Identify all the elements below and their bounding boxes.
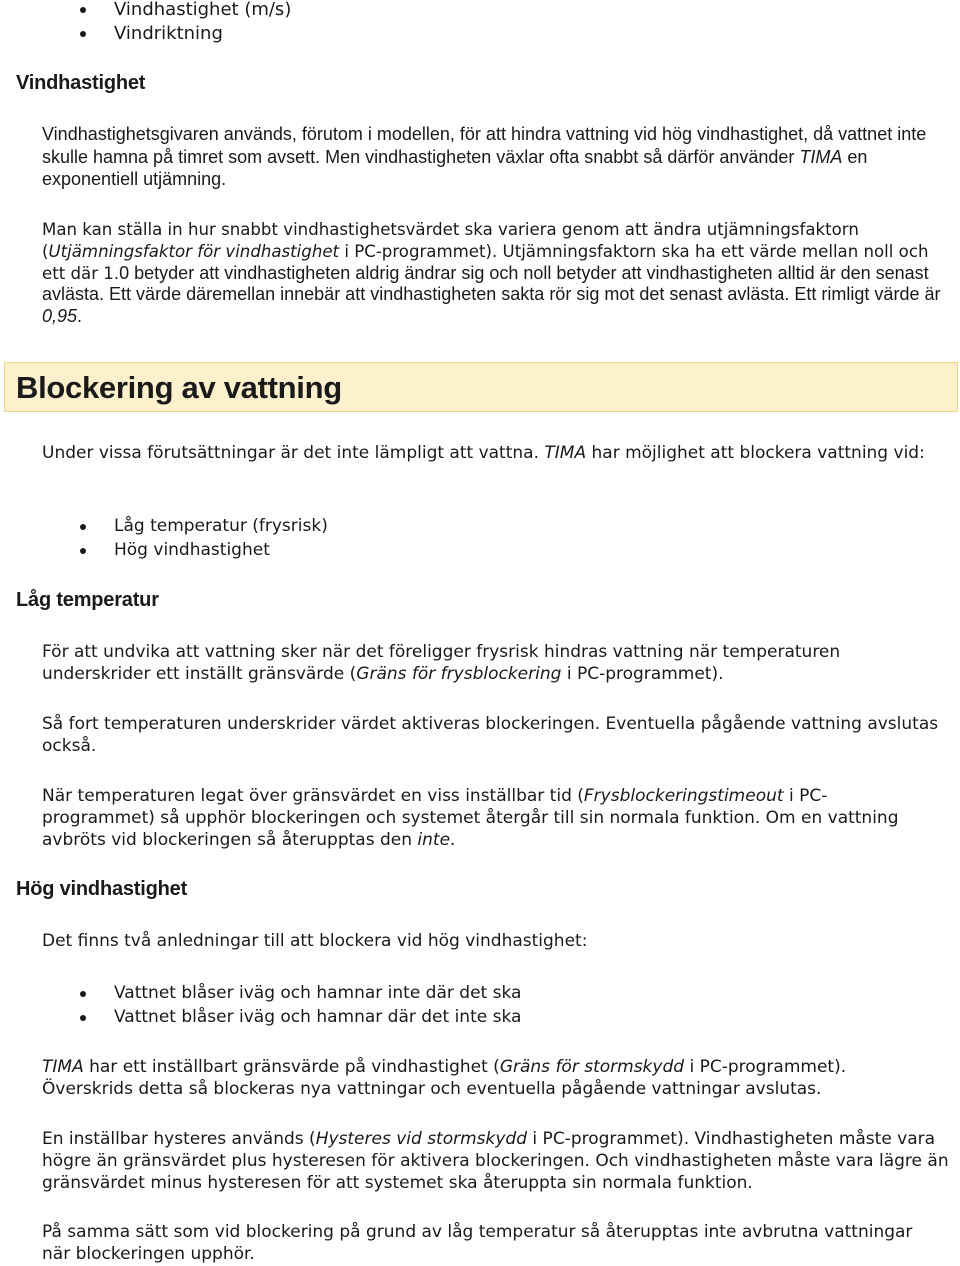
paragraph-text: När temperaturen legat över gränsvärdet en viss inställbar tid ( [42, 786, 584, 806]
section-banner [4, 362, 958, 412]
paragraph-text: i PC-programmet) så upphör blockeringen och systemet återgår till sin normala funktion. Om en vattning avbröts vid blockeringen så återupptas den [42, 786, 899, 850]
list-item: Låg temperatur (frysrisk) [42, 515, 328, 539]
paragraph-vindhastighet-2 [42, 219, 942, 328]
list-item: Vattnet blåser iväg och hamnar där det inte ska [42, 1006, 521, 1030]
paragraph-text: . [450, 830, 456, 850]
paragraph-text: Det finns två anledningar till att blockera vid hög vindhastighet: [42, 931, 588, 951]
sensor-list [42, 0, 291, 45]
paragraph-text: i PC-programmet). [339, 241, 503, 261]
paragraph-text: Utjämningsfaktorn ska ha ett värde mellan noll och ett där 1. [42, 241, 929, 283]
paragraph-text: . [77, 306, 83, 327]
list-item: Vattnet blåser iväg och hamnar inte där det ska [42, 982, 521, 1006]
emphasis-text: TIMA [544, 443, 587, 463]
paragraph-lag-temp-2 [42, 713, 942, 757]
emphasis-text: Frysblockeringstimeout [583, 786, 784, 806]
paragraph-text: har möjlighet att blockera vattning vid: [586, 443, 925, 463]
hog-vind-list [42, 982, 521, 1029]
paragraph-text: Ett värde däremellan innebär att vindhastigheten sakta rör sig mot det senast avlästa. Ett rimligt värde är [109, 284, 941, 305]
list-item: Vindriktning [42, 22, 291, 46]
emphasis-text: Gräns för stormskydd [499, 1057, 685, 1077]
paragraph-text: en exponentiell utjämning. [42, 146, 868, 189]
paragraph-text: En inställbar hysteres används ( [42, 1129, 316, 1149]
paragraph-hog-vind-1 [42, 1056, 942, 1100]
emphasis-text: Utjämningsfaktor för vindhastighet [48, 241, 340, 261]
paragraph-hog-vind-2 [42, 1128, 954, 1194]
heading-hog-vindhastighet: Hög vindhastighet [16, 878, 188, 900]
paragraph-text: i PC-programmet). Överskrids detta så blockeras nya vattningar och eventuella pågående vattningar avslutas. [42, 1057, 847, 1099]
emphasis-text: Hysteres vid stormskydd [315, 1129, 528, 1149]
paragraph-hog-vind-intro [42, 930, 942, 952]
heading-lag-temperatur: Låg temperatur [16, 589, 159, 611]
paragraph-text: i PC-programmet). Vindhastigheten måste vara högre än gränsvärdet plus hysteresen för aktivera blockeringen. Och vindhastigheten måste vara lägre än gränsvärdet minus hysteresen för att systemet ska återuppta sin normala funktion. [42, 1129, 949, 1193]
emphasis-text: Gräns för frysblockering [356, 664, 562, 684]
paragraph-text: Under vissa förutsättningar är det inte lämpligt att vattna. [42, 443, 545, 463]
emphasis-text: TIMA [42, 1057, 84, 1077]
paragraph-text: 0 betyder att vindhastigheten aldrig ändrar sig och noll betyder att vindhastigheten alltid är den senast avlästa. [42, 262, 929, 305]
paragraph-lag-temp-3 [42, 785, 922, 851]
emphasis-text: 0,95 [42, 306, 78, 327]
paragraph-text: Man kan ställa in hur snabbt vindhastighetsvärdet ska variera genom att ändra utjämningsfaktorn ( [42, 220, 859, 261]
paragraph-lag-temp-1 [42, 641, 942, 685]
emphasis-text: inte [417, 830, 451, 850]
paragraph-text: Vindhastighetsgivaren används, förutom i modellen, för att hindra vattning vid hög vindhastighet, då vattnet inte skulle hamna på timret som avsett. Men vindhastigheten växlar ofta snabbt så därför använder [42, 124, 927, 167]
paragraph-hog-vind-3 [42, 1221, 922, 1265]
heading-vindhastighet: Vindhastighet [16, 72, 146, 94]
paragraph-text: För att undvika att vattning sker när det föreligger frysrisk hindras vattning när temperaturen underskrider ett inställt gränsvärde ( [42, 642, 841, 684]
paragraph-text: Så fort temperaturen underskrider värdet aktiveras blockeringen. Eventuella pågående vattning avslutas också. [42, 714, 939, 756]
paragraph-blockering-intro [42, 442, 942, 464]
blockering-list [42, 515, 328, 562]
heading-blockering: Blockering av vattning [16, 370, 342, 405]
paragraph-text: På samma sätt som vid blockering på grund av låg temperatur så återupptas inte avbrutna vattningar när blockeringen upphör. [42, 1222, 913, 1264]
list-item: Hög vindhastighet [42, 539, 328, 563]
paragraph-text: har ett inställbart gränsvärde på vindhastighet ( [83, 1057, 500, 1077]
emphasis-text: TIMA [799, 146, 843, 167]
list-item: Vindhastighet (m/s) [42, 0, 291, 22]
paragraph-vindhastighet-1 [42, 123, 938, 191]
paragraph-text: i PC-programmet). [561, 664, 724, 684]
